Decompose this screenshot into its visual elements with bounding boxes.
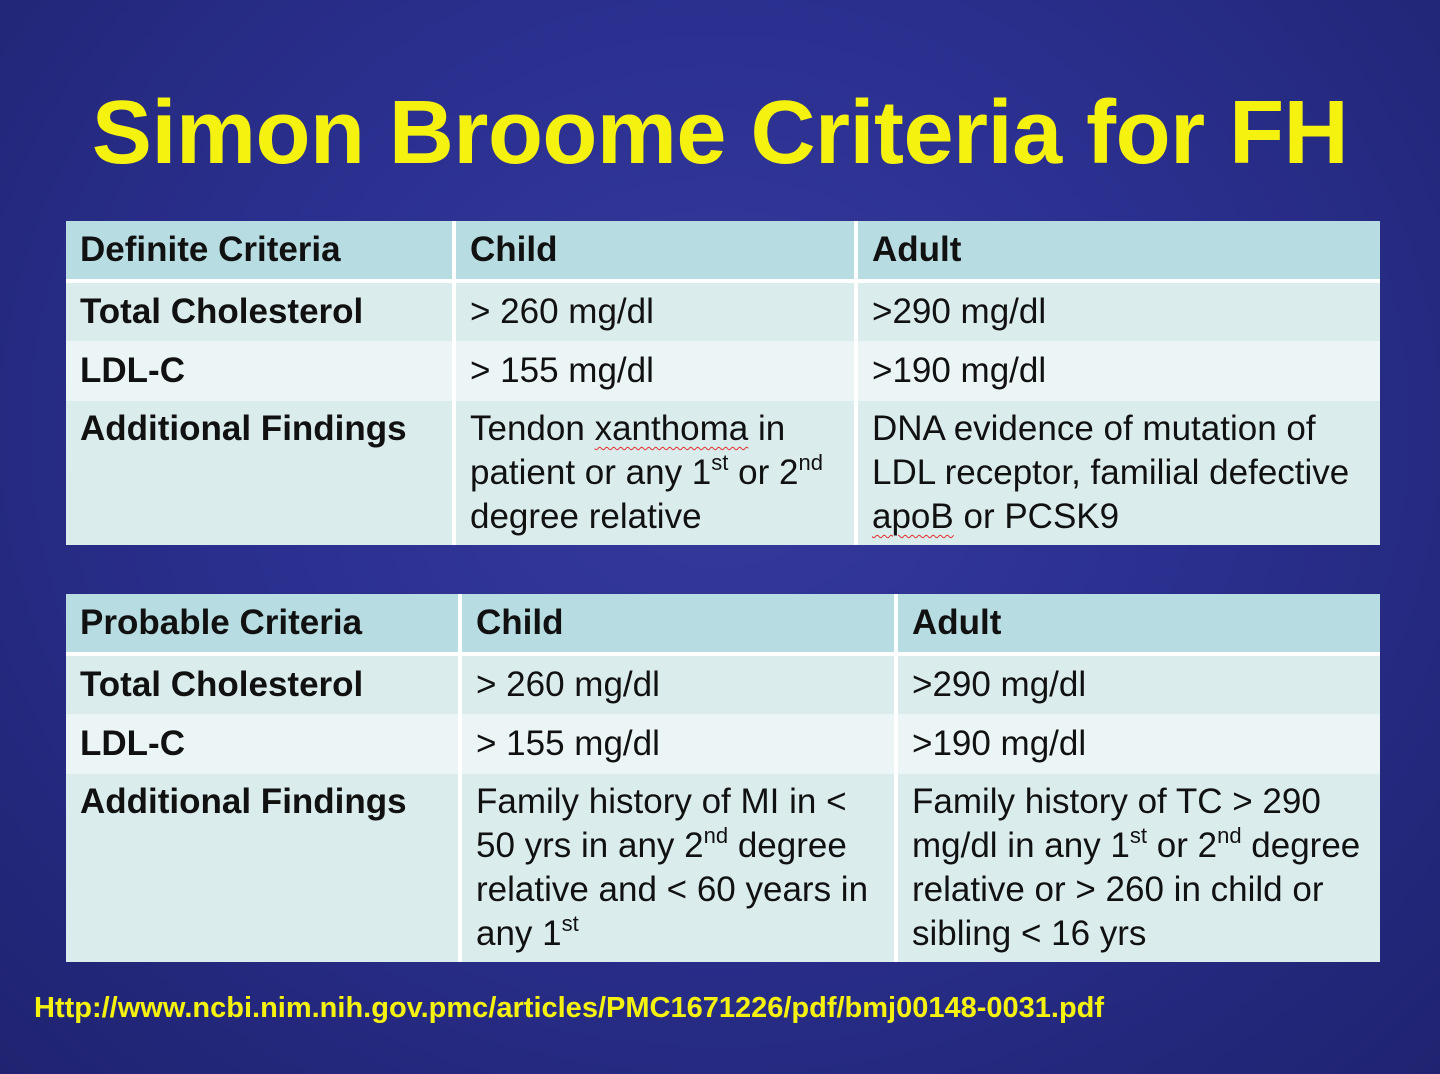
header-cell: Definite Criteria [66,221,454,281]
header-cell: Child [460,594,896,654]
text-segment: in patient or any 1 [470,409,786,492]
table-row [66,774,1380,962]
table-row [66,714,1380,774]
ordinal-suffix: nd [1217,823,1242,848]
header-cell: Adult [896,594,1380,654]
text-segment: Family history of TC > 290 mg/dl in any 1 [912,782,1321,865]
child-value: > 155 mg/dl [460,714,896,774]
row-label: Total Cholesterol [66,654,460,714]
adult-additional-findings [856,401,1380,545]
table-row [66,281,1380,341]
text-segment: Tendon [470,409,595,448]
child-additional-findings [460,774,896,962]
child-value: > 155 mg/dl [454,341,856,401]
child-additional-findings [454,401,856,545]
adult-value: >290 mg/dl [856,281,1380,341]
row-label: LDL-C [66,341,454,401]
child-value: > 260 mg/dl [454,281,856,341]
ordinal-suffix: st [561,911,579,936]
text-segment: degree relative and < 60 years in any 1 [476,826,869,953]
row-label: Additional Findings [66,401,454,545]
table-row [66,401,1380,545]
slide-title: Simon Broome Criteria for FH [91,83,1349,183]
misspelled-word: xanthoma [594,409,749,448]
text-segment: degree relative or > 260 in child or sibling < 16 yrs [912,826,1361,953]
source-url: Http://www.ncbi.nim.nih.gov.pmc/articles/PMC1671226/pdf/bmj00148-0031.pdf [34,992,1105,1024]
table-header-row [66,221,1380,281]
table-header-row [66,594,1380,654]
adult-value: >290 mg/dl [896,654,1380,714]
ordinal-suffix: st [1129,823,1148,848]
row-label: LDL-C [66,714,460,774]
text-segment: or 2 [1147,826,1218,865]
adult-additional-findings [896,774,1380,962]
header-cell: Child [454,221,856,281]
child-value: > 260 mg/dl [460,654,896,714]
text-segment: degree relative [470,497,702,536]
row-label: Total Cholesterol [66,281,454,341]
table-row [66,654,1380,714]
ordinal-suffix: nd [798,450,823,475]
definite-criteria-table [66,221,1380,545]
adult-value: >190 mg/dl [896,714,1380,774]
ordinal-suffix: nd [703,823,729,848]
adult-value: >190 mg/dl [856,341,1380,401]
header-cell: Adult [856,221,1380,281]
text-segment: Family history of MI in < 50 yrs in any 2 [476,782,847,865]
header-cell: Probable Criteria [66,594,460,654]
text-segment: DNA evidence of mutation of LDL receptor, familial defective [872,409,1350,492]
table-row [66,341,1380,401]
text-segment: or 2 [728,453,799,492]
probable-criteria-table [66,594,1380,962]
text-segment: or PCSK9 [953,497,1120,536]
misspelled-word: apoB [872,497,954,536]
row-label: Additional Findings [66,774,460,962]
ordinal-suffix: st [711,450,729,475]
